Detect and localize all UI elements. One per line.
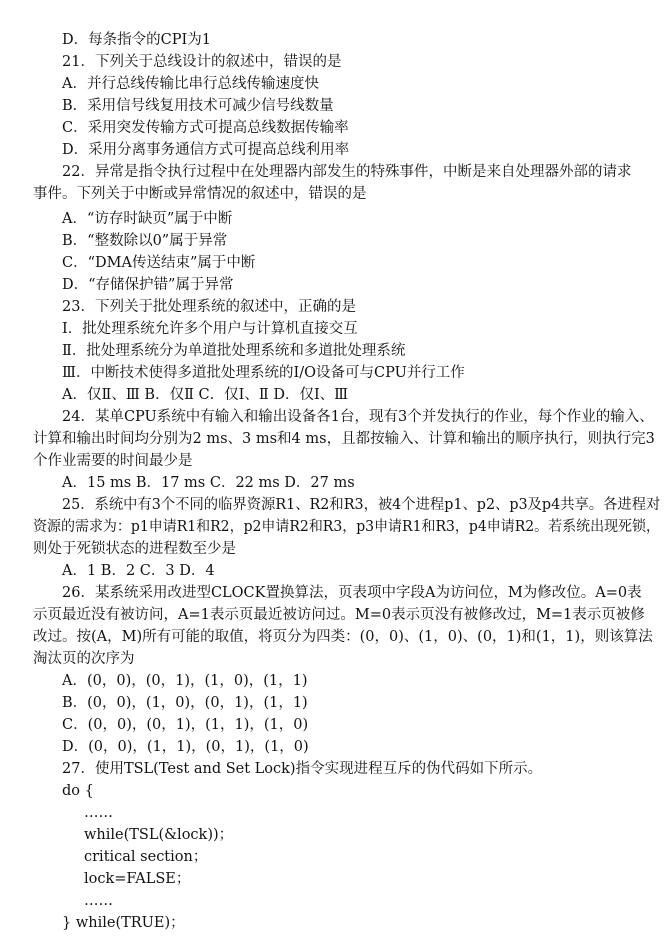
q20-option-d: D．每条指令的CPI为1 [62, 32, 211, 48]
q24-stem-line-1: 24．某单CPU系统中有输入和输出设备各1台，现有3个并发执行的作业，每个作业的输入、 [62, 409, 654, 425]
q26-option-d: D．(0，0)，(1，1)，(0，1)，(1，0) [62, 739, 309, 755]
code-line-ellipsis-2: …… [84, 893, 113, 909]
q22-option-d: D．“存储保护错”属于异常 [62, 277, 234, 293]
q26-stem-line-3: 改过。按(A，M)所有可能的取值，将页分为四类：(0，0)、(1，0)、(0，1)和(1，1)，则该算法 [33, 629, 653, 645]
q21-stem: 21．下列关于总线设计的叙述中，错误的是 [62, 54, 342, 70]
q22-option-a: A．“访存时缺页”属于中断 [62, 211, 233, 227]
q23-stem: 23．下列关于批处理系统的叙述中，正确的是 [62, 299, 356, 315]
q24-stem-line-2: 计算和输出时间均分别为2 ms、3 ms和4 ms，且都按输入、计算和输出的顺序执行，则执行完3 [33, 431, 655, 447]
q26-option-c: C．(0，0)，(0，1)，(1，1)，(1，0) [62, 717, 309, 733]
q26-option-b: B．(0，0)，(1，0)，(0，1)，(1，1) [62, 695, 308, 711]
q26-option-a: A．(0，0)，(0，1)，(1，0)，(1，1) [62, 673, 308, 689]
q23-statement-2: Ⅱ．批处理系统分为单道批处理系统和多道批处理系统 [62, 343, 406, 359]
q25-stem-line-1: 25．系统中有3个不同的临界资源R1、R2和R3，被4个进程p1、p2、p3及p4共享。各进程对 [62, 497, 661, 513]
q23-options: A．仅Ⅱ、Ⅲ B．仅Ⅱ C．仅Ⅰ、Ⅱ D．仅Ⅰ、Ⅲ [62, 387, 349, 403]
q22-option-c: C．“DMA传送结束”属于中断 [62, 255, 256, 271]
q22-stem-line-1: 22．异常是指令执行过程中在处理器内部发生的特殊事件，中断是来自处理器外部的请求 [62, 164, 632, 180]
q21-option-d: D．采用分离事务通信方式可提高总线利用率 [62, 142, 350, 158]
code-line-ellipsis-1: …… [84, 805, 113, 821]
q27-stem: 27．使用TSL(Test and Set Lock)指令实现进程互斥的伪代码如下所示。 [62, 761, 543, 777]
code-line-lock-false: lock=FALSE； [84, 871, 191, 887]
q21-option-a: A．并行总线传输比串行总线传输速度快 [62, 76, 319, 92]
q22-option-b: B．“整数除以0”属于异常 [62, 233, 228, 249]
q25-stem-line-2: 资源的需求为：p1申请R1和R2，p2申请R2和R3，p3申请R1和R3，p4申请R2。若系统出现死锁， [33, 519, 661, 535]
code-line-while-true: } while(TRUE)； [62, 915, 185, 931]
q26-stem-line-2: 示页最近没有被访问，A=1表示页最近被访问过。M=0表示页没有被修改过，M=1表示页被修 [33, 607, 645, 623]
q25-options: A．1 B．2 C．3 D．4 [62, 563, 215, 579]
q24-options: A．15 ms B．17 ms C．22 ms D．27 ms [62, 475, 355, 491]
code-line-while-tsl: while(TSL(&lock))； [84, 827, 234, 843]
q26-stem-line-1: 26．某系统采用改进型CLOCK置换算法，页表项中字段A为访问位，M为修改位。A=0表 [62, 585, 642, 601]
q21-option-b: B．采用信号线复用技术可减少信号线数量 [62, 98, 334, 114]
q25-stem-line-3: 则处于死锁状态的进程数至少是 [33, 541, 236, 557]
q26-stem-line-4: 淘汰页的次序为 [33, 651, 135, 667]
code-line-do: do { [62, 783, 94, 799]
q21-option-c: C．采用突发传输方式可提高总线数据传输率 [62, 120, 349, 136]
code-line-critical-section: critical section； [84, 849, 208, 865]
q23-statement-3: Ⅲ．中断技术使得多道批处理系统的I/O设备可与CPU并行工作 [62, 365, 465, 381]
q23-statement-1: Ⅰ．批处理系统允许多个用户与计算机直接交互 [62, 321, 358, 337]
q22-stem-line-2: 事件。下列关于中断或异常情况的叙述中，错误的是 [33, 186, 367, 202]
q24-stem-line-3: 个作业需要的时间最少是 [33, 453, 193, 469]
